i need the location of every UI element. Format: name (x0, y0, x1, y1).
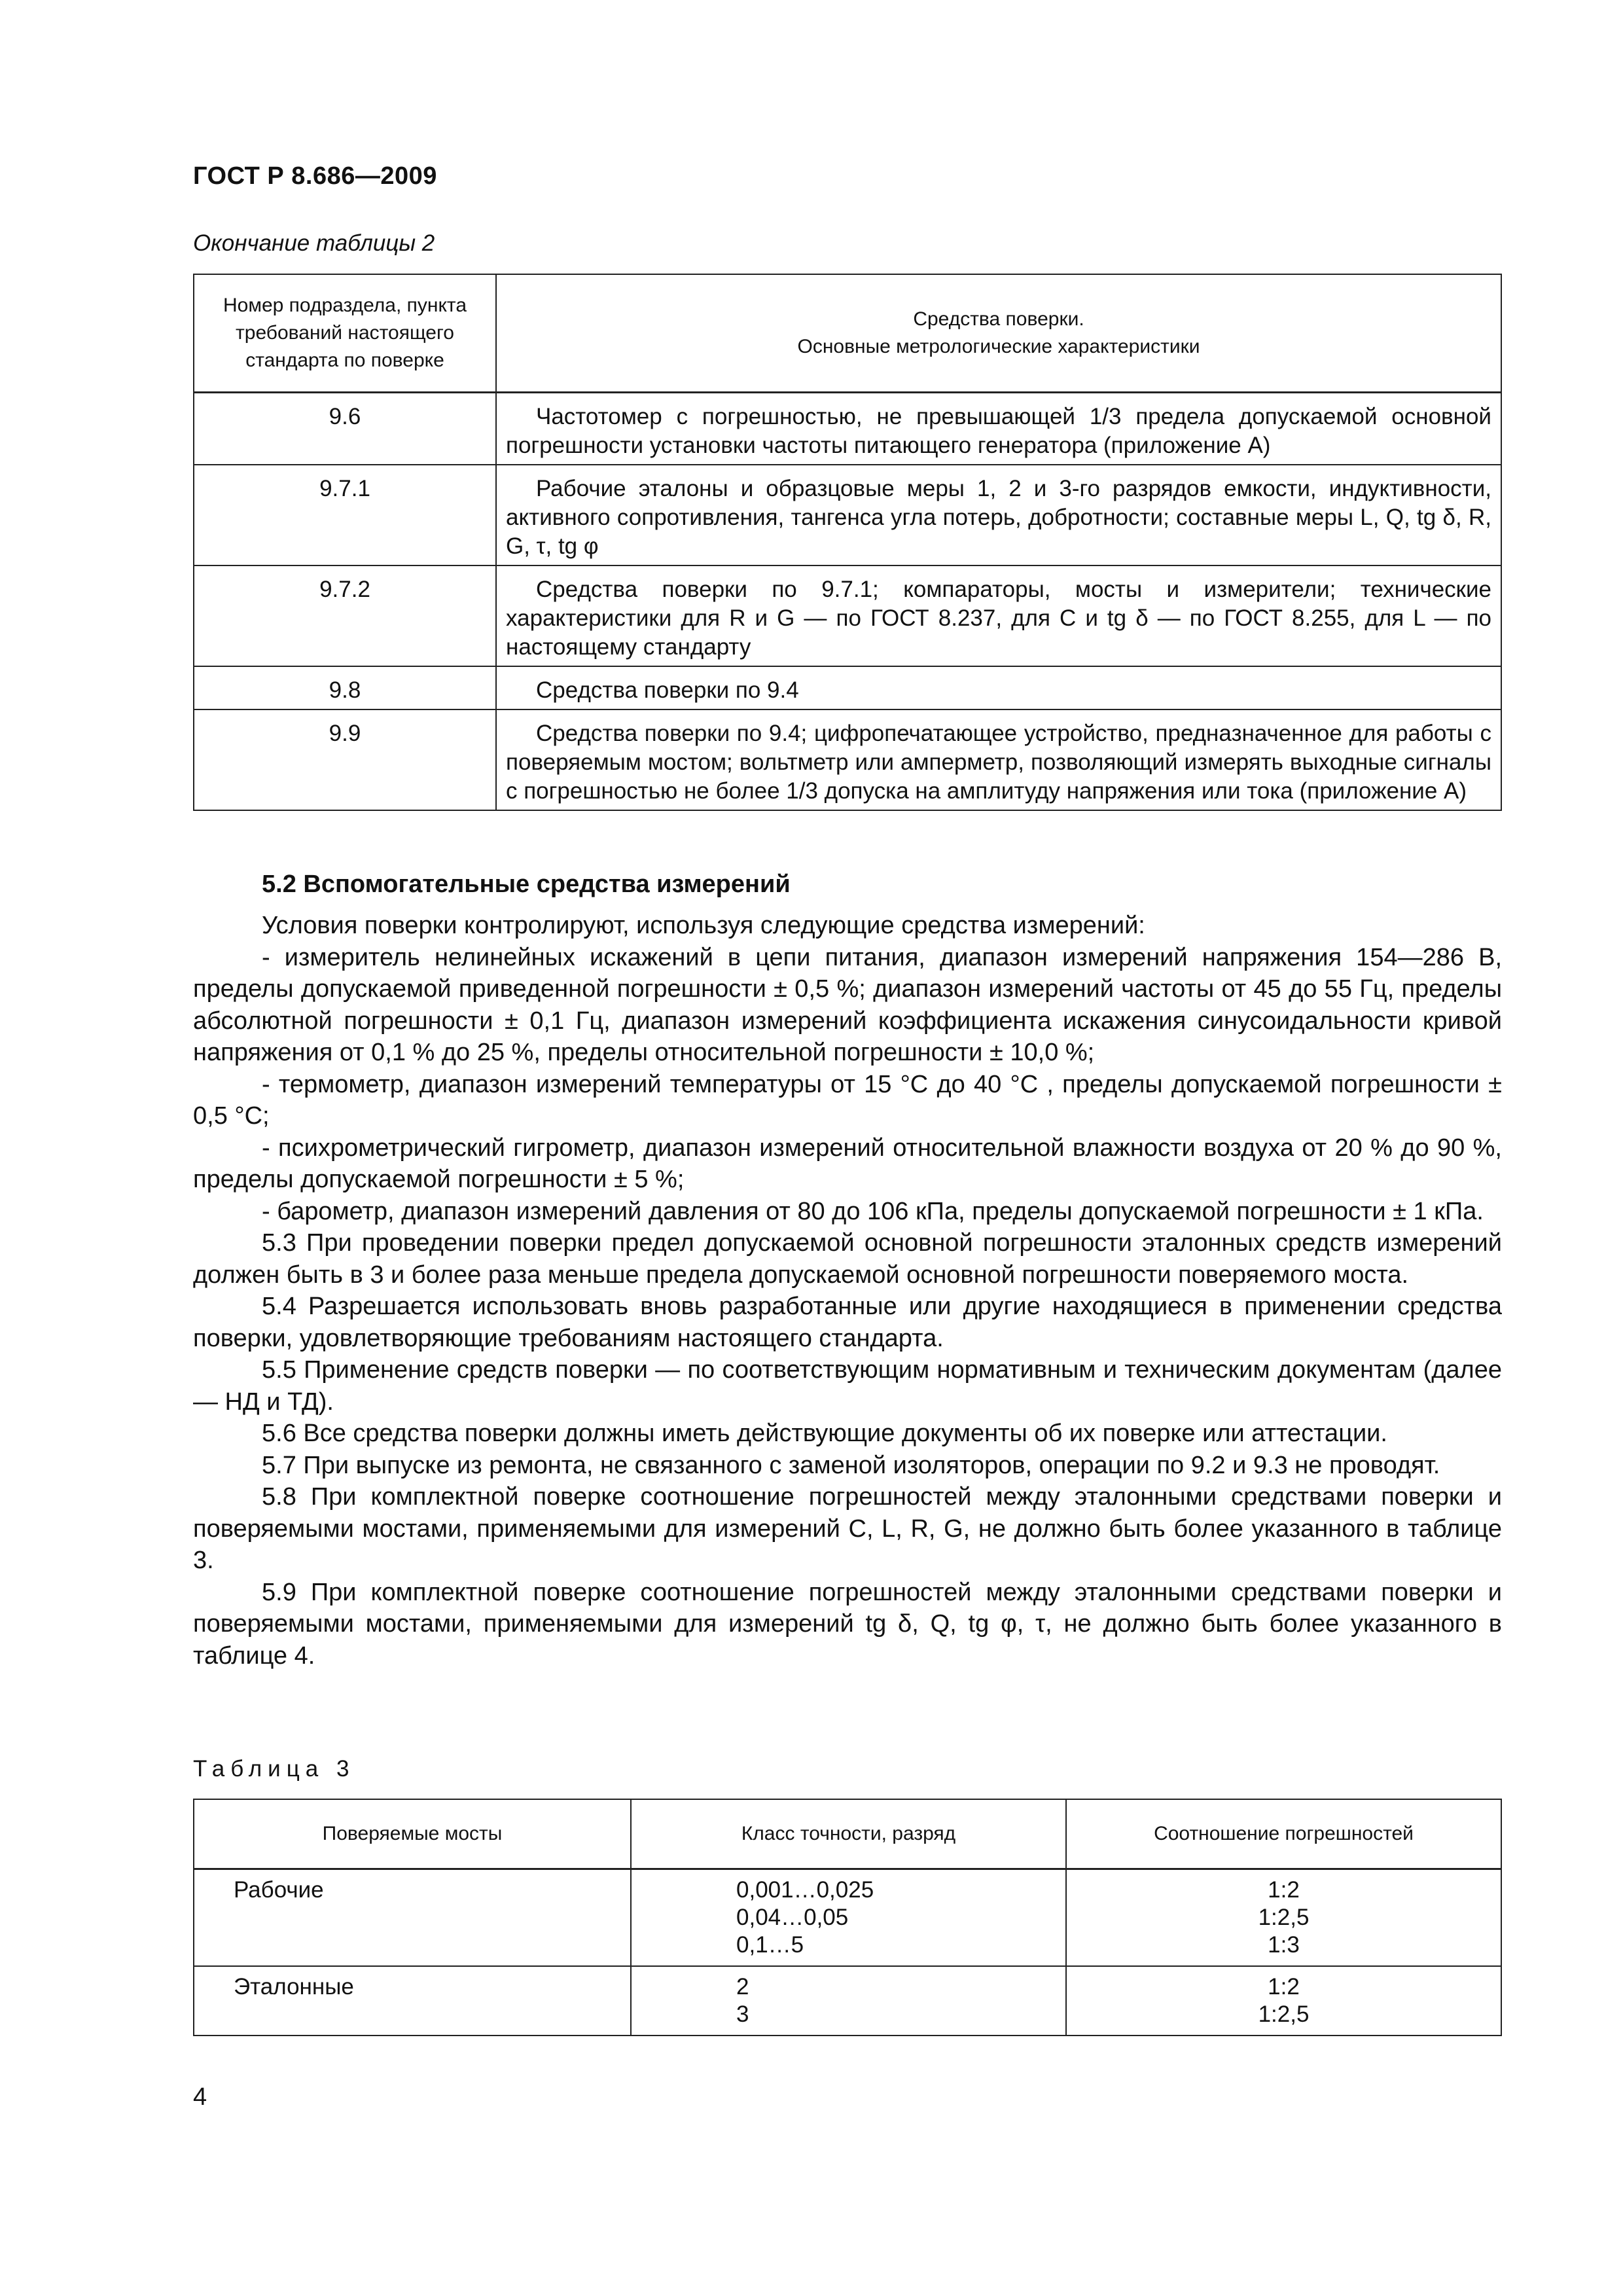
verification-means: Средства поверки по 9.4 (496, 666, 1501, 709)
error-ratio: 1:3 (1268, 1932, 1300, 1958)
paragraph: 5.8 При комплектной поверке соотношение погрешностей между эталонными средствами поверки и поверяемыми мостами, применяемыми для измерений C, L, R, G, не должно быть более указанного в таблице 3. (193, 1483, 1502, 1574)
table-3 (193, 1799, 1502, 2036)
accuracy-class: 3 (736, 2001, 749, 2027)
table-row (194, 1966, 1501, 2036)
paragraph: 5.4 Разрешается использовать вновь разработанные или другие находящиеся в применении средства поверки, удовлетворяющие требованиям настоящего стандарта. (193, 1293, 1502, 1352)
clause-number: 9.6 (194, 393, 496, 465)
accuracy-class-cell (631, 1966, 1066, 2036)
bridge-type: Эталонные (194, 1966, 631, 2036)
clause-number: 9.9 (194, 709, 496, 810)
body-text (193, 910, 1502, 1672)
table-header-row (194, 274, 1501, 393)
clause-number: 9.8 (194, 666, 496, 709)
verification-means: Средства поверки по 9.7.1; компараторы, мосты и измерители; технические характеристики для R и G — по ГОСТ 8.237, для C и tg δ — по ГОСТ 8.255, для L — по настоящему стандарту (496, 565, 1501, 666)
bridge-type: Рабочие (194, 1869, 631, 1967)
document-code: ГОСТ Р 8.686—2009 (193, 162, 437, 190)
section-title: 5.2 Вспомогательные средства измерений (262, 870, 791, 898)
paragraph: - термометр, диапазон измерений температуры от 15 °С до 40 °С , пределы допускаемой погрешности ± 0,5 °С; (193, 1070, 1502, 1130)
accuracy-class-cell (631, 1869, 1066, 1967)
clause-number: 9.7.2 (194, 565, 496, 666)
table-row (194, 709, 1501, 810)
table-row (194, 465, 1501, 565)
paragraph: 5.7 При выпуске из ремонта, не связанного с заменой изоляторов, операции по 9.2 и 9.3 не проводят. (262, 1451, 1440, 1479)
table-row (194, 666, 1501, 709)
error-ratio: 1:2 (1268, 1877, 1300, 1903)
table-2-caption: Окончание таблицы 2 (193, 230, 435, 256)
column-header: Класс точности, разряд (631, 1799, 1066, 1869)
verification-means: Рабочие эталоны и образцовые меры 1, 2 и 3-го разрядов емкости, индуктивности, активного сопротивления, тангенса угла потерь, добротности; составные меры L, Q, tg δ, R, G, τ, tg φ (496, 465, 1501, 565)
paragraph: - психрометрический гигрометр, диапазон измерений относительной влажности воздуха от 20 % до 90 %, пределы допускаемой погрешности ± 5 %; (193, 1134, 1502, 1193)
verification-means: Средства поверки по 9.4; цифропечатающее устройство, предназначенное для работы с поверяемым мостом; вольтметр или амперметр, позволяющий измерять выходные сигналы с погрешностью не более 1/3 допуска на амплитуду напряжения или тока (приложение А) (496, 709, 1501, 810)
table-2-col2-header-line2: Основные метрологические характеристики (797, 336, 1200, 357)
paragraph: 5.9 При комплектной поверке соотношение погрешностей между эталонными средствами поверки и поверяемыми мостами, применяемыми для измерений tg δ, Q, tg φ, τ, не должно быть более указанного в таблице 4. (193, 1578, 1502, 1670)
page-number: 4 (193, 2083, 207, 2111)
accuracy-class: 2 (736, 1974, 749, 2000)
paragraph: 5.3 При проведении поверки предел допускаемой основной погрешности эталонных средств измерений должен быть в 3 и более раза меньше предела допускаемой основной погрешности поверяемого моста. (193, 1229, 1502, 1289)
error-ratio: 1:2,5 (1258, 1905, 1310, 1930)
error-ratio: 1:2,5 (1258, 2001, 1310, 2027)
table-row (194, 565, 1501, 666)
table-row (194, 393, 1501, 465)
column-header: Соотношение погрешностей (1066, 1799, 1501, 1869)
paragraph: Условия поверки контролируют, используя следующие средства измерений: (262, 912, 1145, 939)
verification-means: Частотомер с погрешностью, не превышающей 1/3 предела допускаемой основной погрешности установки частоты питающего генератора (приложение А) (496, 393, 1501, 465)
accuracy-class: 0,001…0,025 (736, 1877, 874, 1903)
column-header: Поверяемые мосты (194, 1799, 631, 1869)
error-ratio: 1:2 (1268, 1974, 1300, 2000)
table-2-col2-header (496, 274, 1501, 393)
table-2 (193, 274, 1502, 811)
table-row (194, 1869, 1501, 1967)
accuracy-class: 0,1…5 (736, 1932, 804, 1958)
error-ratio-cell (1066, 1869, 1501, 1967)
paragraph: - барометр, диапазон измерений давления от 80 до 106 кПа, пределы допускаемой погрешности ± 1 кПа. (262, 1197, 1484, 1225)
accuracy-class: 0,04…0,05 (736, 1905, 849, 1930)
error-ratio-cell (1066, 1966, 1501, 2036)
table-3-caption: Таблица 3 (193, 1756, 355, 1782)
paragraph: 5.5 Применение средств поверки — по соответствующим нормативным и техническим документам (далее — НД и ТД). (193, 1356, 1502, 1416)
table-2-col2-header-line1: Средства поверки. (913, 308, 1084, 330)
clause-number: 9.7.1 (194, 465, 496, 565)
table-header-row (194, 1799, 1501, 1869)
paragraph: 5.6 Все средства поверки должны иметь действующие документы об их поверке или аттестации. (262, 1420, 1387, 1447)
paragraph: - измеритель нелинейных искажений в цепи питания, диапазон измерений напряжения 154—286 В, пределы допускаемой приведенной погрешности ± 0,5 %; диапазон измерений частоты от 45 до 55 Гц, пределы абсолютной погрешности ± 0,1 Гц, диапазон измерений коэффициента искажения синусоидальности кривой напряжения от 0,1 % до 25 %, пределы относительной погрешности ± 10,0 %; (193, 943, 1502, 1066)
table-2-col1-header: Номер подраздела, пункта требований настоящего стандарта по поверке (194, 274, 496, 393)
